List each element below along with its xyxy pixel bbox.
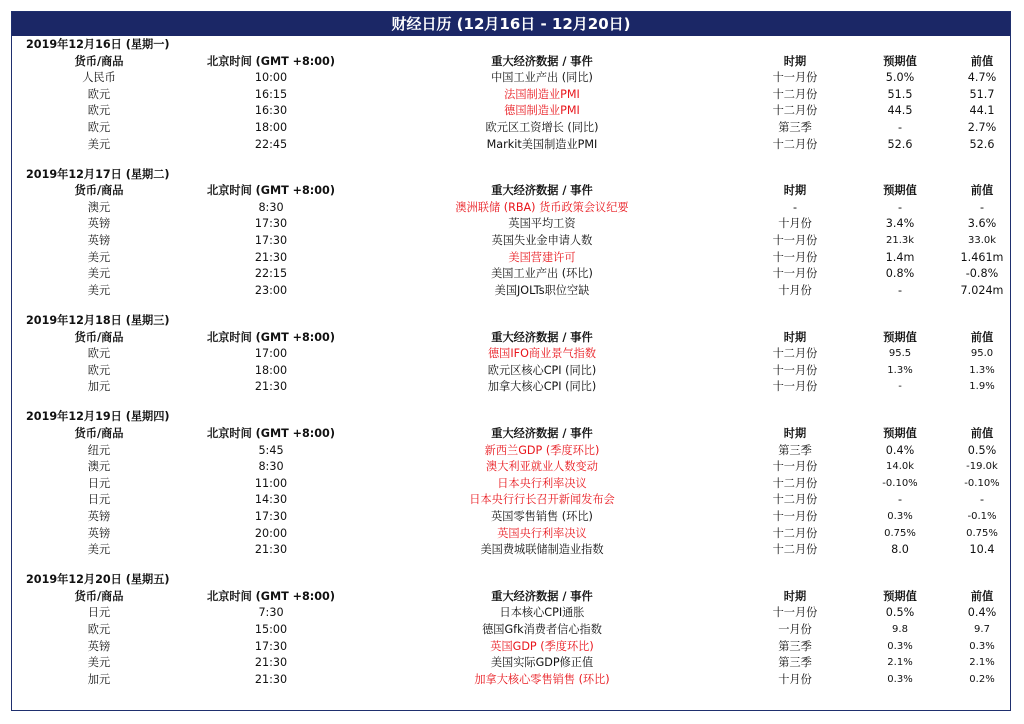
previous-cell: 1.461m bbox=[960, 250, 1004, 264]
expected-cell: 52.6 bbox=[887, 137, 913, 151]
table-row bbox=[12, 672, 1010, 689]
time-cell: 21:30 bbox=[254, 250, 288, 264]
previous-cell: 0.3% bbox=[969, 640, 995, 652]
table-row bbox=[12, 363, 1010, 380]
day-section bbox=[12, 37, 1010, 153]
time-cell: 22:15 bbox=[254, 267, 288, 281]
expected-cell: 0.8% bbox=[885, 267, 915, 281]
time-cell: 21:30 bbox=[254, 656, 288, 670]
column-header-row bbox=[12, 330, 1010, 347]
time-cell: 7:30 bbox=[258, 606, 284, 620]
event-cell: 美国实际GDP修正值 bbox=[490, 656, 594, 670]
period-cell: 十月份 bbox=[778, 672, 812, 686]
previous-cell: -0.8% bbox=[965, 267, 999, 281]
table-row bbox=[12, 346, 1010, 363]
day-sections bbox=[12, 37, 1010, 702]
expected-cell: 51.5 bbox=[887, 87, 913, 101]
column-header-row bbox=[12, 426, 1010, 443]
expected-cell: - bbox=[897, 283, 903, 297]
column-header-currency: 货币/商品 bbox=[74, 54, 124, 68]
table-row bbox=[12, 200, 1010, 217]
expected-cell: - bbox=[898, 381, 902, 393]
expected-cell: 1.4m bbox=[885, 250, 915, 264]
table-row bbox=[12, 379, 1010, 396]
expected-cell: 95.5 bbox=[888, 348, 912, 360]
time-cell: 18:00 bbox=[254, 120, 288, 134]
period-cell: 十二月份 bbox=[772, 137, 818, 151]
currency-cell: 美元 bbox=[87, 656, 111, 670]
previous-cell: 3.6% bbox=[967, 217, 997, 231]
event-cell: 美国营建许可 bbox=[508, 250, 576, 264]
time-cell: 22:45 bbox=[254, 137, 288, 151]
previous-cell: 2.1% bbox=[969, 657, 995, 669]
expected-cell: 1.3% bbox=[887, 364, 913, 376]
previous-cell: 95.0 bbox=[970, 348, 994, 360]
day-date: 2019年12月17日 (星期二) bbox=[26, 167, 170, 181]
column-header-previous: 前值 bbox=[970, 184, 994, 198]
time-cell: 17:00 bbox=[254, 347, 288, 361]
day-section bbox=[12, 409, 1010, 558]
expected-cell: 2.1% bbox=[887, 657, 913, 669]
currency-cell: 美元 bbox=[87, 267, 111, 281]
column-header-row bbox=[12, 589, 1010, 606]
event-cell: 澳大利亚就业人数变动 bbox=[486, 460, 598, 474]
previous-cell: 9.7 bbox=[974, 624, 990, 635]
period-cell: 十一月份 bbox=[772, 606, 818, 620]
table-row bbox=[12, 283, 1010, 300]
event-cell: 美国工业产出 (环比) bbox=[491, 267, 593, 281]
period-cell: 十二月份 bbox=[772, 493, 818, 507]
column-header-period: 时期 bbox=[783, 426, 807, 440]
period-cell: 十月份 bbox=[778, 217, 812, 231]
previous-cell: 10.4 bbox=[969, 543, 995, 557]
column-header-previous: 前值 bbox=[970, 330, 994, 344]
previous-cell: 0.75% bbox=[966, 527, 998, 539]
period-cell: 十一月份 bbox=[772, 380, 818, 394]
currency-cell: 加元 bbox=[87, 380, 111, 394]
column-header-currency: 货币/商品 bbox=[74, 184, 124, 198]
column-header-currency: 货币/商品 bbox=[74, 330, 124, 344]
table-row bbox=[12, 70, 1010, 87]
time-cell: 15:00 bbox=[254, 623, 288, 636]
time-cell: 21:30 bbox=[254, 672, 288, 686]
expected-cell: 8.0 bbox=[891, 543, 909, 557]
currency-cell: 人民币 bbox=[82, 71, 116, 85]
period-cell: 十二月份 bbox=[772, 543, 818, 557]
column-header-time: 北京时间 (GMT +8:00) bbox=[207, 330, 335, 344]
event-cell: 德国制造业PMI bbox=[504, 104, 580, 118]
currency-cell: 美元 bbox=[87, 137, 111, 151]
time-cell: 16:15 bbox=[254, 87, 288, 101]
currency-cell: 欧元 bbox=[87, 347, 111, 361]
table-row bbox=[12, 622, 1010, 639]
currency-cell: 日元 bbox=[87, 606, 111, 620]
period-cell: 十二月份 bbox=[772, 526, 818, 540]
time-cell: 21:30 bbox=[254, 543, 288, 557]
expected-cell: 21.3k bbox=[885, 235, 915, 247]
day-date: 2019年12月18日 (星期三) bbox=[26, 313, 170, 327]
table-row bbox=[12, 137, 1010, 154]
currency-cell: 日元 bbox=[87, 493, 111, 507]
event-cell: 德国Gfk消费者信心指数 bbox=[482, 623, 602, 636]
column-header-previous: 前值 bbox=[970, 589, 994, 603]
period-cell: 十二月份 bbox=[772, 104, 818, 118]
previous-cell: -0.10% bbox=[964, 477, 1000, 489]
column-header-event: 重大经济数据 / 事件 bbox=[491, 54, 593, 68]
period-cell: 第三季 bbox=[778, 443, 812, 457]
column-header-period: 时期 bbox=[783, 184, 807, 198]
currency-cell: 英镑 bbox=[87, 509, 111, 523]
table-row bbox=[12, 526, 1010, 543]
currency-cell: 加元 bbox=[87, 672, 111, 686]
period-cell: - bbox=[792, 200, 798, 214]
table-row bbox=[12, 459, 1010, 476]
day-date: 2019年12月20日 (星期五) bbox=[26, 573, 170, 587]
table-row bbox=[12, 87, 1010, 104]
column-header-event: 重大经济数据 / 事件 bbox=[491, 184, 593, 198]
column-header-time: 北京时间 (GMT +8:00) bbox=[207, 184, 335, 198]
column-header-previous: 前值 bbox=[970, 426, 994, 440]
currency-cell: 澳元 bbox=[87, 460, 111, 474]
currency-cell: 欧元 bbox=[87, 120, 111, 134]
calendar-title: 财经日历 (12月16日 - 12月20日) bbox=[12, 12, 1010, 36]
currency-cell: 纽元 bbox=[87, 443, 111, 457]
previous-cell: - bbox=[979, 493, 985, 507]
event-cell: 英国GDP (季度环比) bbox=[490, 639, 594, 653]
column-header-currency: 货币/商品 bbox=[74, 426, 124, 440]
column-header-expected: 预期值 bbox=[883, 330, 917, 344]
table-row bbox=[12, 443, 1010, 460]
time-cell: 5:45 bbox=[258, 443, 284, 457]
expected-cell: 9.8 bbox=[892, 624, 908, 635]
previous-cell: 1.3% bbox=[969, 364, 995, 376]
table-row bbox=[12, 250, 1010, 267]
period-cell: 十二月份 bbox=[772, 476, 818, 490]
table-row bbox=[12, 655, 1010, 672]
event-cell: 英国平均工资 bbox=[508, 217, 576, 231]
expected-cell: 0.3% bbox=[887, 673, 913, 685]
expected-cell: - bbox=[897, 200, 903, 214]
currency-cell: 美元 bbox=[87, 283, 111, 297]
time-cell: 20:00 bbox=[254, 526, 288, 540]
event-cell: 英国零售销售 (环比) bbox=[491, 509, 593, 523]
previous-cell: 0.2% bbox=[969, 673, 995, 685]
time-cell: 14:30 bbox=[254, 493, 288, 507]
currency-cell: 美元 bbox=[87, 543, 111, 557]
column-header-period: 时期 bbox=[783, 589, 807, 603]
table-row bbox=[12, 542, 1010, 559]
event-cell: 澳洲联储 (RBA) 货币政策会议纪要 bbox=[455, 200, 629, 214]
previous-cell: -0.1% bbox=[967, 510, 997, 522]
period-cell: 十月份 bbox=[778, 283, 812, 297]
day-date: 2019年12月16日 (星期一) bbox=[26, 38, 170, 51]
currency-cell: 英镑 bbox=[87, 234, 111, 248]
currency-cell: 欧元 bbox=[87, 623, 111, 636]
time-cell: 8:30 bbox=[258, 200, 284, 214]
period-cell: 第三季 bbox=[778, 656, 812, 670]
calendar-frame bbox=[11, 11, 1011, 711]
currency-cell: 欧元 bbox=[87, 87, 111, 101]
time-cell: 17:30 bbox=[254, 639, 288, 653]
column-header-expected: 预期值 bbox=[883, 426, 917, 440]
time-cell: 18:00 bbox=[254, 363, 288, 377]
period-cell: 十一月份 bbox=[772, 71, 818, 85]
column-header-previous: 前值 bbox=[970, 54, 994, 68]
column-header-time: 北京时间 (GMT +8:00) bbox=[207, 589, 335, 603]
expected-cell: 0.4% bbox=[885, 443, 915, 457]
period-cell: 十一月份 bbox=[772, 267, 818, 281]
expected-cell: 44.5 bbox=[887, 104, 913, 118]
day-date: 2019年12月19日 (星期四) bbox=[26, 410, 170, 424]
column-header-event: 重大经济数据 / 事件 bbox=[491, 426, 593, 440]
event-cell: 欧元区核心CPI (同比) bbox=[487, 363, 597, 377]
event-cell: 加拿大核心零售销售 (环比) bbox=[474, 672, 610, 686]
column-header-period: 时期 bbox=[783, 54, 807, 68]
event-cell: 加拿大核心CPI (同比) bbox=[487, 380, 597, 394]
period-cell: 十二月份 bbox=[772, 347, 818, 361]
currency-cell: 英镑 bbox=[87, 217, 111, 231]
table-row bbox=[12, 120, 1010, 137]
table-row bbox=[12, 266, 1010, 283]
currency-cell: 欧元 bbox=[87, 363, 111, 377]
expected-cell: - bbox=[897, 120, 903, 134]
day-section bbox=[12, 167, 1010, 300]
column-header-row bbox=[12, 183, 1010, 200]
expected-cell: 0.3% bbox=[887, 510, 913, 522]
table-row bbox=[12, 476, 1010, 493]
column-header-event: 重大经济数据 / 事件 bbox=[491, 330, 593, 344]
period-cell: 十一月份 bbox=[772, 250, 818, 264]
time-cell: 10:00 bbox=[254, 71, 288, 85]
event-cell: 英国央行利率决议 bbox=[497, 526, 587, 540]
period-cell: 第三季 bbox=[778, 639, 812, 653]
previous-cell: 4.7% bbox=[967, 71, 997, 85]
time-cell: 21:30 bbox=[254, 380, 288, 394]
column-header-time: 北京时间 (GMT +8:00) bbox=[207, 426, 335, 440]
currency-cell: 英镑 bbox=[87, 526, 111, 540]
column-header-row bbox=[12, 54, 1010, 71]
time-cell: 8:30 bbox=[258, 460, 284, 474]
previous-cell: - bbox=[979, 200, 985, 214]
time-cell: 17:30 bbox=[254, 509, 288, 523]
event-cell: 日本央行行长召开新闻发布会 bbox=[469, 493, 615, 507]
table-row bbox=[12, 605, 1010, 622]
table-row bbox=[12, 103, 1010, 120]
event-cell: 英国失业金申请人数 bbox=[491, 234, 593, 248]
column-header-expected: 预期值 bbox=[883, 54, 917, 68]
currency-cell: 欧元 bbox=[87, 104, 111, 118]
previous-cell: 2.7% bbox=[967, 120, 997, 134]
event-cell: 美国费城联储制造业指数 bbox=[480, 543, 604, 557]
time-cell: 23:00 bbox=[254, 283, 288, 297]
period-cell: 第三季 bbox=[778, 120, 812, 134]
day-section bbox=[12, 313, 1010, 396]
currency-cell: 澳元 bbox=[87, 200, 111, 214]
table-row bbox=[12, 492, 1010, 509]
currency-cell: 美元 bbox=[87, 250, 111, 264]
time-cell: 17:30 bbox=[254, 234, 288, 248]
period-cell: 一月份 bbox=[778, 623, 812, 636]
previous-cell: 7.024m bbox=[960, 283, 1004, 297]
event-cell: 中国工业产出 (同比) bbox=[491, 71, 593, 85]
expected-cell: -0.10% bbox=[882, 477, 918, 489]
expected-cell: 0.3% bbox=[887, 640, 913, 652]
day-section bbox=[12, 572, 1010, 688]
expected-cell: 5.0% bbox=[885, 71, 915, 85]
column-header-expected: 预期值 bbox=[883, 589, 917, 603]
expected-cell: 14.0k bbox=[885, 461, 915, 473]
column-header-period: 时期 bbox=[783, 330, 807, 344]
event-cell: 日本央行利率决议 bbox=[497, 476, 587, 490]
currency-cell: 日元 bbox=[87, 476, 111, 490]
period-cell: 十一月份 bbox=[772, 363, 818, 377]
currency-cell: 英镑 bbox=[87, 639, 111, 653]
event-cell: 美国JOLTs职位空缺 bbox=[494, 283, 590, 297]
table-row bbox=[12, 216, 1010, 233]
expected-cell: - bbox=[897, 493, 903, 507]
period-cell: 十一月份 bbox=[772, 234, 818, 248]
period-cell: 十一月份 bbox=[772, 460, 818, 474]
time-cell: 16:30 bbox=[254, 104, 288, 118]
time-cell: 17:30 bbox=[254, 217, 288, 231]
previous-cell: 44.1 bbox=[969, 104, 995, 118]
previous-cell: 0.4% bbox=[967, 606, 997, 620]
table-row bbox=[12, 233, 1010, 250]
expected-cell: 0.75% bbox=[884, 527, 916, 539]
period-cell: 十一月份 bbox=[772, 509, 818, 523]
table-row bbox=[12, 639, 1010, 656]
event-cell: Markit美国制造业PMI bbox=[486, 137, 598, 151]
previous-cell: 52.6 bbox=[969, 137, 995, 151]
previous-cell: -19.0k bbox=[966, 461, 998, 473]
event-cell: 德国IFO商业景气指数 bbox=[487, 347, 597, 361]
time-cell: 11:00 bbox=[254, 476, 288, 490]
table-row bbox=[12, 509, 1010, 526]
previous-cell: 0.5% bbox=[967, 443, 997, 457]
previous-cell: 1.9% bbox=[969, 381, 995, 393]
event-cell: 日本核心CPI通胀 bbox=[499, 606, 585, 620]
expected-cell: 3.4% bbox=[885, 217, 915, 231]
period-cell: 十二月份 bbox=[772, 87, 818, 101]
event-cell: 新西兰GDP (季度环比) bbox=[484, 443, 600, 457]
column-header-expected: 预期值 bbox=[883, 184, 917, 198]
column-header-currency: 货币/商品 bbox=[74, 589, 124, 603]
column-header-event: 重大经济数据 / 事件 bbox=[491, 589, 593, 603]
previous-cell: 51.7 bbox=[969, 87, 995, 101]
event-cell: 欧元区工资增长 (同比) bbox=[485, 120, 599, 134]
column-header-time: 北京时间 (GMT +8:00) bbox=[207, 54, 335, 68]
previous-cell: 33.0k bbox=[967, 235, 997, 247]
expected-cell: 0.5% bbox=[885, 606, 915, 620]
event-cell: 法国制造业PMI bbox=[504, 87, 580, 101]
